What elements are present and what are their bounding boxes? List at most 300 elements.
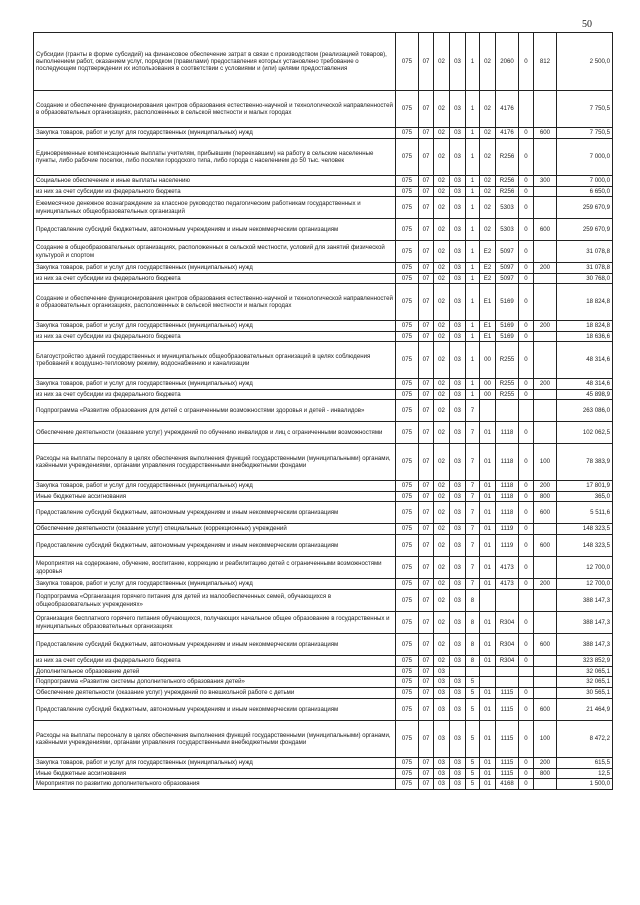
row-code-c9 [534, 612, 557, 634]
row-code-c7: 5303 [496, 219, 519, 241]
row-code-c4: 03 [450, 219, 466, 241]
row-code-c1: 075 [396, 444, 419, 481]
row-code-c8 [519, 400, 534, 422]
row-code-c5: 7 [466, 524, 480, 535]
row-code-c3: 02 [434, 492, 450, 502]
row-code-c7 [496, 590, 519, 612]
row-code-c7 [496, 677, 519, 688]
row-code-c1: 075 [396, 688, 419, 699]
row-code-c7: R256 [496, 176, 519, 187]
table-row [34, 274, 613, 284]
row-code-c6 [480, 400, 496, 422]
row-code-c7: 5169 [496, 321, 519, 332]
row-description: Закупка товаров, работ и услуг для государственных (муниципальных) нужд [34, 128, 396, 139]
row-amount: 7 750,5 [557, 91, 613, 128]
row-code-c5: 7 [466, 492, 480, 502]
row-code-c1: 075 [396, 422, 419, 444]
table-row [34, 128, 613, 139]
row-amount: 7 750,5 [557, 128, 613, 139]
row-description: Предоставление субсидий бюджетным, автономным учреждениям и иным некоммерческим организациям [34, 219, 396, 241]
row-code-c6: E1 [480, 321, 496, 332]
row-code-c2: 07 [419, 779, 434, 790]
row-code-c7: 1118 [496, 444, 519, 481]
row-code-c2: 07 [419, 390, 434, 400]
row-description: Единовременные компенсационные выплаты учителям, прибывшим (переехавшим) на работу в сельские населенные пункты, либо рабочие поселки, либо поселки городского типа, либо города с населением до 50 тыс. человек [34, 139, 396, 176]
row-code-c4: 03 [450, 769, 466, 779]
row-code-c3: 02 [434, 390, 450, 400]
row-amount: 48 314,6 [557, 379, 613, 390]
row-code-c7: 4173 [496, 557, 519, 579]
row-code-c1: 075 [396, 33, 419, 91]
row-code-c5: 7 [466, 557, 480, 579]
row-code-c9: 200 [534, 379, 557, 390]
row-code-c6: 01 [480, 769, 496, 779]
row-code-c9: 200 [534, 321, 557, 332]
row-code-c6: 01 [480, 656, 496, 667]
row-code-c7: 1119 [496, 524, 519, 535]
row-code-c8: 0 [519, 321, 534, 332]
row-code-c2: 07 [419, 481, 434, 492]
row-code-c4: 03 [450, 33, 466, 91]
row-code-c7: R304 [496, 634, 519, 656]
row-amount: 7 000,0 [557, 139, 613, 176]
row-description: Предоставление субсидий бюджетным, автономным учреждениям и иным некоммерческим организациям [34, 535, 396, 557]
row-code-c1: 075 [396, 284, 419, 321]
row-code-c9: 100 [534, 721, 557, 758]
row-code-c5: 1 [466, 176, 480, 187]
row-code-c5: 1 [466, 197, 480, 219]
row-code-c9: 200 [534, 481, 557, 492]
row-description: Закупка товаров, работ и услуг для государственных (муниципальных) нужд [34, 321, 396, 332]
row-code-c4: 03 [450, 612, 466, 634]
row-code-c1: 075 [396, 779, 419, 790]
row-code-c8: 0 [519, 241, 534, 263]
row-code-c8: 0 [519, 769, 534, 779]
table-row [34, 139, 613, 176]
row-code-c4: 03 [450, 241, 466, 263]
row-description: Обеспечение деятельности (оказание услуг) учреждений по внешкольной работе с детьми [34, 688, 396, 699]
row-description: Подпрограмма «Развитие образования для детей с ограниченными возможностями здоровья и детей - инвалидов» [34, 400, 396, 422]
row-code-c9 [534, 284, 557, 321]
row-code-c2: 07 [419, 422, 434, 444]
row-code-c7: 5169 [496, 284, 519, 321]
row-code-c3: 02 [434, 481, 450, 492]
row-code-c4: 03 [450, 274, 466, 284]
row-amount: 259 670,9 [557, 219, 613, 241]
row-code-c7: 1118 [496, 422, 519, 444]
table-row [34, 656, 613, 667]
row-code-c5: 1 [466, 263, 480, 274]
row-description: Обеспечение деятельности (оказание услуг) специальных (коррекционных) учреждений [34, 524, 396, 535]
row-code-c6: 02 [480, 128, 496, 139]
table-row [34, 699, 613, 721]
row-code-c9 [534, 524, 557, 535]
row-code-c7: 4176 [496, 128, 519, 139]
row-code-c9: 200 [534, 579, 557, 590]
row-code-c4: 03 [450, 535, 466, 557]
row-amount: 6 650,0 [557, 187, 613, 197]
row-code-c8: 0 [519, 535, 534, 557]
row-code-c5: 1 [466, 342, 480, 379]
row-code-c9 [534, 667, 557, 677]
row-code-c6: 01 [480, 634, 496, 656]
row-code-c6: 01 [480, 688, 496, 699]
row-code-c5: 5 [466, 779, 480, 790]
table-row [34, 677, 613, 688]
row-code-c7: 1115 [496, 688, 519, 699]
row-code-c9: 800 [534, 769, 557, 779]
row-code-c1: 075 [396, 524, 419, 535]
row-code-c3: 02 [434, 379, 450, 390]
row-code-c3: 03 [434, 721, 450, 758]
row-code-c4: 03 [450, 634, 466, 656]
row-code-c6: 00 [480, 342, 496, 379]
row-amount: 388 147,3 [557, 590, 613, 612]
row-code-c5: 1 [466, 219, 480, 241]
row-code-c8: 0 [519, 481, 534, 492]
row-code-c1: 075 [396, 187, 419, 197]
row-code-c9: 600 [534, 634, 557, 656]
row-description: Предоставление субсидий бюджетным, автономным учреждениям и иным некоммерческим организациям [34, 634, 396, 656]
row-code-c9 [534, 274, 557, 284]
row-code-c5: 1 [466, 390, 480, 400]
row-code-c6 [480, 667, 496, 677]
row-code-c3: 02 [434, 284, 450, 321]
row-code-c1: 075 [396, 634, 419, 656]
row-code-c2: 07 [419, 721, 434, 758]
row-code-c7: 1115 [496, 758, 519, 769]
row-code-c8: 0 [519, 422, 534, 444]
row-code-c3: 02 [434, 197, 450, 219]
row-amount: 32 065,1 [557, 667, 613, 677]
table-row [34, 590, 613, 612]
row-code-c3: 02 [434, 502, 450, 524]
row-code-c7: 1115 [496, 699, 519, 721]
row-amount: 263 086,0 [557, 400, 613, 422]
row-description: Иные бюджетные ассигнования [34, 492, 396, 502]
row-code-c6: 02 [480, 139, 496, 176]
row-code-c2: 07 [419, 769, 434, 779]
row-code-c6: 02 [480, 187, 496, 197]
row-code-c2: 07 [419, 187, 434, 197]
row-description: Предоставление субсидий бюджетным, автономным учреждениям и иным некоммерческим организациям [34, 502, 396, 524]
row-code-c1: 075 [396, 342, 419, 379]
row-code-c7: 5097 [496, 263, 519, 274]
row-code-c7: 5303 [496, 197, 519, 219]
row-code-c2: 07 [419, 579, 434, 590]
row-amount: 259 670,9 [557, 197, 613, 219]
row-code-c4: 03 [450, 492, 466, 502]
row-code-c6: 02 [480, 176, 496, 187]
table-row [34, 579, 613, 590]
row-code-c8: 0 [519, 263, 534, 274]
row-code-c7: 1118 [496, 481, 519, 492]
row-code-c4: 03 [450, 422, 466, 444]
row-code-c4: 03 [450, 699, 466, 721]
table-row [34, 219, 613, 241]
table-row [34, 535, 613, 557]
table-row [34, 91, 613, 128]
row-description: Подпрограмма «Организация горячего питания для детей из малообеспеченных семей, обучающихся в общеобразовательных учреждениях» [34, 590, 396, 612]
table-row [34, 524, 613, 535]
row-code-c6: 01 [480, 481, 496, 492]
row-description: Организация бесплатного горячего питания обучающихся, получающих начальное общее образование в государственных и муниципальных образовательных организациях [34, 612, 396, 634]
row-code-c1: 075 [396, 263, 419, 274]
row-code-c3: 02 [434, 524, 450, 535]
row-code-c6: 01 [480, 502, 496, 524]
row-code-c5: 7 [466, 444, 480, 481]
row-description: Субсидии (гранты в форме субсидий) на финансовое обеспечение затрат в связи с производством (реализацией товаров), выполнением работ, оказанием услуг, порядком (правилами) предоставления которых установлено требование о последующем подтверждении их использования в соответствии с условиями и (или) целями предоставления [34, 33, 396, 91]
row-code-c6: 01 [480, 612, 496, 634]
row-code-c4: 03 [450, 557, 466, 579]
row-amount: 18 824,8 [557, 321, 613, 332]
row-code-c2: 07 [419, 332, 434, 342]
row-code-c8 [519, 91, 534, 128]
row-code-c6: 02 [480, 33, 496, 91]
row-code-c8 [519, 667, 534, 677]
row-code-c3: 02 [434, 274, 450, 284]
row-code-c3: 03 [434, 758, 450, 769]
row-code-c9: 100 [534, 444, 557, 481]
row-code-c2: 07 [419, 524, 434, 535]
row-code-c2: 07 [419, 139, 434, 176]
row-code-c6: 00 [480, 379, 496, 390]
row-amount: 12 700,0 [557, 579, 613, 590]
row-amount: 31 078,8 [557, 241, 613, 263]
row-description: Создание и обеспечение функционирования центров образования естественно-научной и технологической направленностей в образовательных организациях, расположенных в сельской местности и малых городах [34, 284, 396, 321]
row-description: из них за счет субсидии из федерального бюджета [34, 274, 396, 284]
row-code-c2: 07 [419, 128, 434, 139]
row-code-c7: R256 [496, 139, 519, 176]
row-code-c7: R255 [496, 342, 519, 379]
row-code-c5: 1 [466, 33, 480, 91]
row-code-c5: 1 [466, 274, 480, 284]
table-row [34, 444, 613, 481]
row-code-c3: 02 [434, 656, 450, 667]
row-description: Мероприятия по развитию дополнительного образования [34, 779, 396, 790]
row-code-c9 [534, 590, 557, 612]
row-code-c4: 03 [450, 321, 466, 332]
row-amount: 30 768,0 [557, 274, 613, 284]
row-code-c8: 0 [519, 656, 534, 667]
row-code-c3: 03 [434, 769, 450, 779]
row-code-c4: 03 [450, 721, 466, 758]
row-code-c7: 1118 [496, 502, 519, 524]
row-code-c8: 0 [519, 557, 534, 579]
row-code-c5: 1 [466, 187, 480, 197]
row-code-c8: 0 [519, 524, 534, 535]
row-code-c2: 07 [419, 502, 434, 524]
row-code-c8: 0 [519, 197, 534, 219]
row-code-c4: 03 [450, 524, 466, 535]
row-description: из них за счет субсидии из федерального бюджета [34, 332, 396, 342]
row-code-c3: 02 [434, 321, 450, 332]
row-amount: 8 472,2 [557, 721, 613, 758]
row-code-c8: 0 [519, 612, 534, 634]
row-code-c8: 0 [519, 274, 534, 284]
row-code-c9 [534, 779, 557, 790]
row-code-c4: 03 [450, 379, 466, 390]
row-description: Создание и обеспечение функционирования центров образования естественно-научной и технологической направленностей в образовательных организациях, расположенных в сельской местности и малых городах [34, 91, 396, 128]
row-code-c9 [534, 688, 557, 699]
row-code-c2: 07 [419, 699, 434, 721]
row-amount: 12 700,0 [557, 557, 613, 579]
row-code-c1: 075 [396, 557, 419, 579]
row-code-c5: 1 [466, 332, 480, 342]
row-code-c7: 5097 [496, 241, 519, 263]
row-amount: 5 511,6 [557, 502, 613, 524]
row-code-c3: 02 [434, 91, 450, 128]
row-code-c2: 07 [419, 667, 434, 677]
row-code-c6: 01 [480, 524, 496, 535]
row-description: Социальное обеспечение и иные выплаты населению [34, 176, 396, 187]
row-code-c1: 075 [396, 91, 419, 128]
row-amount: 323 852,9 [557, 656, 613, 667]
row-code-c3: 02 [434, 444, 450, 481]
row-code-c8: 0 [519, 284, 534, 321]
row-code-c6: 01 [480, 422, 496, 444]
row-code-c5: 1 [466, 128, 480, 139]
row-code-c7: 4173 [496, 579, 519, 590]
row-code-c3: 02 [434, 332, 450, 342]
row-code-c4: 03 [450, 656, 466, 667]
table-row [34, 379, 613, 390]
table-row [34, 688, 613, 699]
table-row [34, 758, 613, 769]
table-row [34, 667, 613, 677]
table-row [34, 422, 613, 444]
row-code-c1: 075 [396, 758, 419, 769]
row-code-c9 [534, 241, 557, 263]
row-code-c6: 02 [480, 91, 496, 128]
row-code-c5: 8 [466, 612, 480, 634]
row-amount: 7 000,0 [557, 176, 613, 187]
row-code-c1: 075 [396, 667, 419, 677]
budget-table [33, 32, 613, 790]
row-code-c2: 07 [419, 677, 434, 688]
row-code-c3: 02 [434, 241, 450, 263]
row-code-c4: 03 [450, 176, 466, 187]
table-row [34, 557, 613, 579]
row-code-c9 [534, 332, 557, 342]
row-code-c8: 0 [519, 699, 534, 721]
row-code-c5: 7 [466, 400, 480, 422]
row-amount: 45 898,9 [557, 390, 613, 400]
row-code-c4 [450, 667, 466, 677]
row-code-c1: 075 [396, 481, 419, 492]
row-code-c1: 075 [396, 769, 419, 779]
row-code-c7: R304 [496, 612, 519, 634]
row-code-c3: 03 [434, 667, 450, 677]
row-code-c6: 02 [480, 219, 496, 241]
row-code-c8: 0 [519, 758, 534, 769]
row-code-c9 [534, 400, 557, 422]
row-code-c1: 075 [396, 400, 419, 422]
row-code-c4: 03 [450, 197, 466, 219]
row-amount: 18 824,8 [557, 284, 613, 321]
row-code-c8: 0 [519, 139, 534, 176]
row-code-c2: 07 [419, 321, 434, 332]
row-code-c9 [534, 187, 557, 197]
row-code-c1: 075 [396, 656, 419, 667]
row-code-c7: 1115 [496, 769, 519, 779]
row-amount: 31 078,8 [557, 263, 613, 274]
row-code-c8: 0 [519, 502, 534, 524]
row-code-c6: 01 [480, 779, 496, 790]
row-code-c1: 075 [396, 219, 419, 241]
row-description: Создание в общеобразовательных организациях, расположенных в сельской местности, условий для занятий физической культурой и спортом [34, 241, 396, 263]
row-code-c9: 600 [534, 699, 557, 721]
row-code-c1: 075 [396, 721, 419, 758]
row-code-c3: 02 [434, 557, 450, 579]
row-code-c6 [480, 677, 496, 688]
row-code-c4: 03 [450, 481, 466, 492]
row-description: Закупка товаров, работ и услуг для государственных (муниципальных) нужд [34, 379, 396, 390]
row-code-c6: E2 [480, 274, 496, 284]
table-row [34, 481, 613, 492]
row-code-c6: E1 [480, 332, 496, 342]
row-code-c4: 03 [450, 779, 466, 790]
row-code-c2: 07 [419, 688, 434, 699]
row-code-c7: 5097 [496, 274, 519, 284]
row-description: Расходы на выплаты персоналу в целях обеспечения выполнения функций государственными (муниципальными) органами, казёнными учреждениями, органами управления государственными внебюджетными фондами [34, 444, 396, 481]
row-code-c2: 07 [419, 379, 434, 390]
row-code-c1: 075 [396, 241, 419, 263]
row-code-c9: 812 [534, 33, 557, 91]
row-code-c9 [534, 139, 557, 176]
table-row [34, 779, 613, 790]
row-description: Закупка товаров, работ и услуг для государственных (муниципальных) нужд [34, 263, 396, 274]
row-code-c2: 07 [419, 634, 434, 656]
row-code-c8: 0 [519, 779, 534, 790]
row-code-c4: 03 [450, 187, 466, 197]
row-code-c8: 0 [519, 176, 534, 187]
table-row [34, 197, 613, 219]
budget-table-body [34, 33, 613, 790]
row-code-c5: 1 [466, 284, 480, 321]
row-code-c5: 5 [466, 699, 480, 721]
row-code-c7: R256 [496, 187, 519, 197]
row-code-c4: 03 [450, 400, 466, 422]
row-code-c5: 5 [466, 688, 480, 699]
row-code-c6: 01 [480, 492, 496, 502]
row-code-c7: 1118 [496, 492, 519, 502]
row-code-c1: 075 [396, 535, 419, 557]
row-code-c9: 800 [534, 492, 557, 502]
row-amount: 148 323,5 [557, 535, 613, 557]
row-code-c7: 5169 [496, 332, 519, 342]
row-code-c8: 0 [519, 492, 534, 502]
row-description: Иные бюджетные ассигнования [34, 769, 396, 779]
row-code-c2: 07 [419, 492, 434, 502]
row-amount: 12,5 [557, 769, 613, 779]
row-code-c3: 02 [434, 139, 450, 176]
row-code-c8: 0 [519, 390, 534, 400]
row-code-c3: 02 [434, 612, 450, 634]
table-row [34, 502, 613, 524]
row-code-c6: E2 [480, 241, 496, 263]
row-code-c2: 07 [419, 176, 434, 187]
row-code-c6: 01 [480, 535, 496, 557]
row-code-c8: 0 [519, 33, 534, 91]
row-code-c6: 01 [480, 557, 496, 579]
row-code-c5: 7 [466, 422, 480, 444]
row-code-c5 [466, 667, 480, 677]
row-code-c8 [519, 590, 534, 612]
row-amount: 388 147,3 [557, 634, 613, 656]
row-code-c3: 02 [434, 187, 450, 197]
row-description: Ежемесячное денежное вознаграждение за классное руководство педагогическим работникам государственных и муниципальных общеобразовательных организаций [34, 197, 396, 219]
